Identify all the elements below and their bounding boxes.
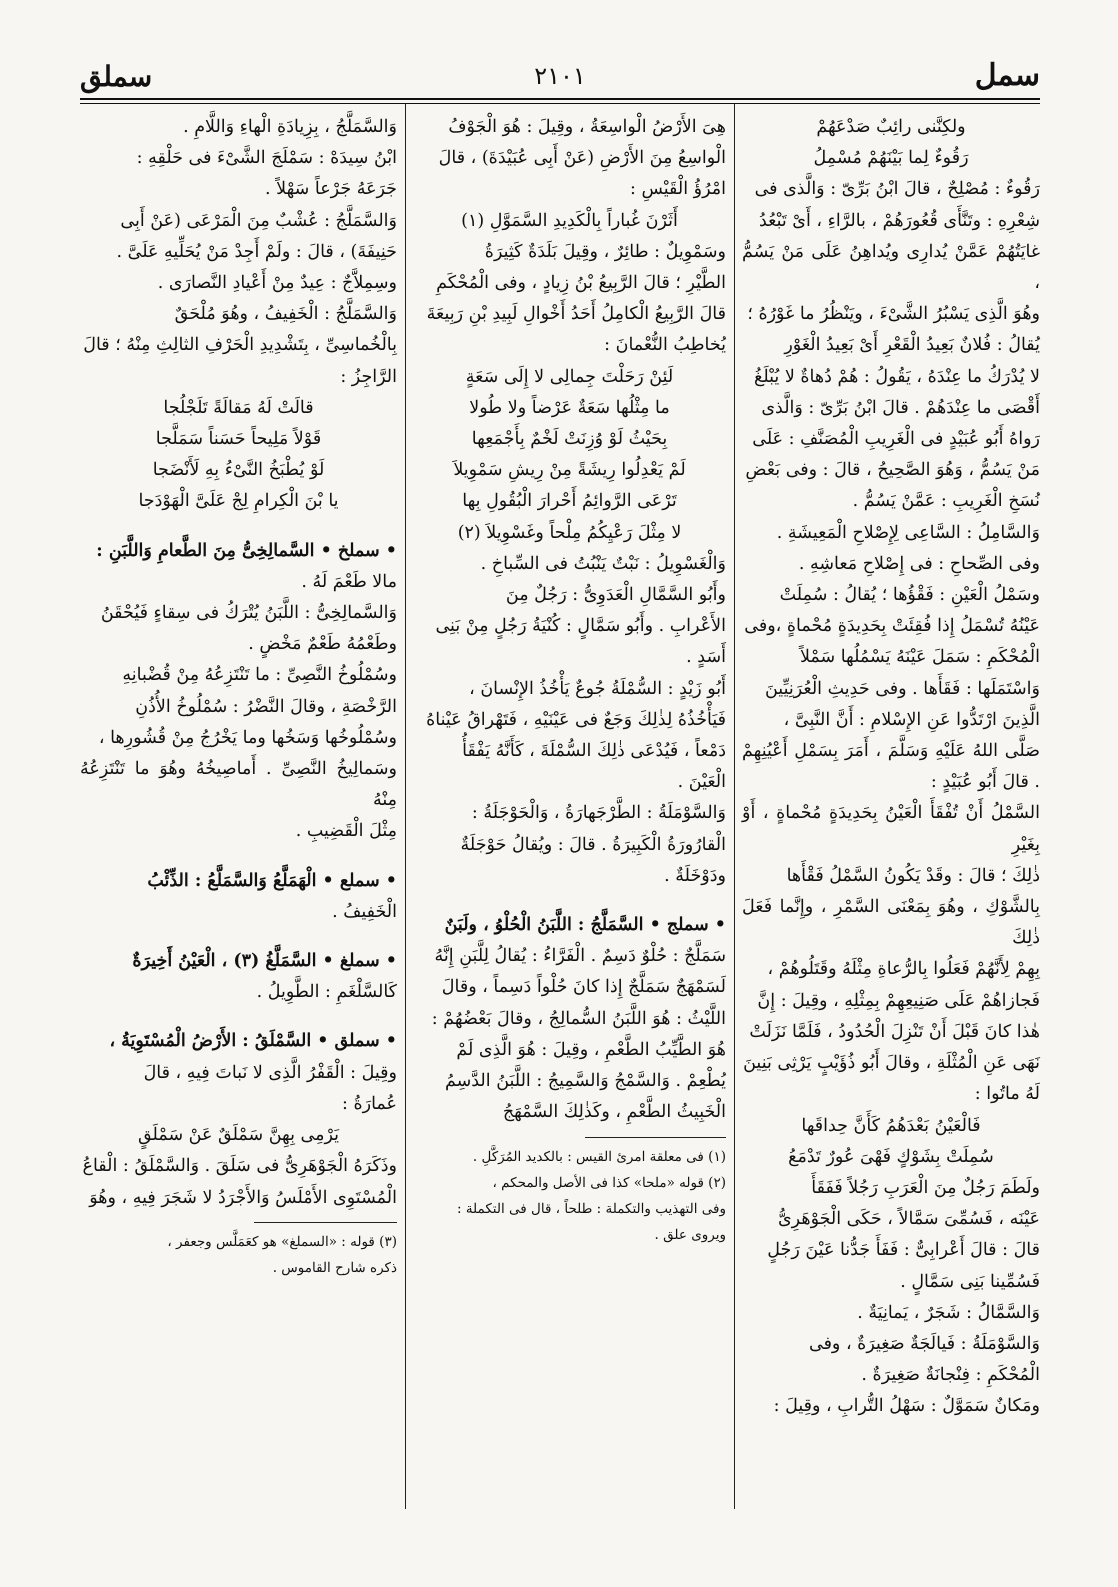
text-line: بِحَيْثُ لَوْ وُزِنَتْ لَخْمٌ بِأَجْمَعِها (471, 429, 668, 450)
text-line: رَواهُ أَبُو عُبَيْدٍ فى الْغَرِيبِ الْمُصَنَّفِ : عَلَى (752, 429, 1040, 450)
text-line: تَرْعَى الرَّوائِمُ أَحْرارَ الْبُقُولِ بِها (462, 491, 677, 512)
text-line: وَالسَّمَلَّجُ : الْخَفِيفُ ، وهُوَ مُلْحَقٌ (174, 304, 397, 325)
text-line: وسَمالِيخُ النَّصِىِّ . أَماصِيخُهُ وهُوَ ما تَنْتَزِعُهُ مِنْهُ (80, 759, 397, 811)
text-line: ودَوْخَلَةٌ . (664, 865, 726, 886)
text-line: عُمارَةُ : (342, 1093, 397, 1114)
text-line: مِثْلَ الْقَضِيبِ . (295, 821, 397, 842)
text-line: ابْنُ سِيدَهْ : سَمْلَجَ الشَّىْءَ فى حَلْقِهِ : (136, 148, 397, 169)
text-line: نَهَى عَنِ الْمُثْلَةِ ، وقالَ أَبُو ذُؤَيْبٍ يَرْثِى بَنِينَ (743, 1053, 1040, 1074)
text-line: بِهِمْ لِأَنَّهُمْ فَعَلُوا بِالرُّعاةِ مِثْلَهُ وقَتَلُوهُمْ ، (767, 959, 1040, 980)
text-line: • سملق • السَّمْلَقُ : الأَرْضُ الْمُسْتَوِيَةُ ، (109, 1031, 397, 1052)
text-line: لا مِثْلَ رَعْيِكُمُ مِلْحاً وغَسْوِيلاَ (٢) (457, 522, 682, 543)
header-root-word-right: سمل (974, 58, 1040, 93)
column-middle (413, 112, 726, 1248)
text-line: قالَ : قالَ أَعْرابِىٌّ : فَفَأَ جَدُّنا عَيْنَ رَجُلٍ (767, 1240, 1040, 1261)
text-line (80, 928, 397, 946)
text-line: قالَ الرَّبِيعُ الْكامِلُ أَحَدُ أَخْوالِ لَبِيدِ بْنِ رَبِيعَةَ (426, 304, 726, 325)
text-line: كَالسَّلْغَمِ : الطَّوِيلُ . (256, 982, 397, 1003)
column-right (742, 112, 1040, 1423)
footnote-line: ويروى علق . (654, 1226, 726, 1243)
text-line: قَوْلاً مَلِيحاً حَسَناً سَمَلَّجا (155, 429, 322, 450)
text-line: فَسُمِّينا بَنِى سَمَّالٍ . (900, 1271, 1040, 1292)
text-line: ومَكانٌ سَمَوَّلٌ : سَهْلُ التُّرابِ ، وقِيلَ : (773, 1396, 1040, 1417)
text-line: نُسَخِ الْغَرِيبِ : عَمَّنْ يَسُمُّ . (852, 491, 1040, 512)
text-line: صَلَّى اللهُ عَلَيْهِ وَسَلَّمَ ، أَمَرَ بِسَمْلِ أَعْيُنِهِمْ . قالَ أَبُو عُبَيْدٍ : (742, 741, 1040, 793)
footnote-rule (254, 1222, 397, 1223)
text-line: الَّذِينَ ارْتَدُّوا عَنِ الإِسْلامِ : أَنَّ النَّبِىَّ ، (783, 709, 1040, 730)
page-number: ٢١٠١ (534, 62, 586, 90)
text-line: حَنِيفَةَ) ، قالَ : ولَمْ أَجِدْ مَنْ يُحَلِّيهِ عَلَىَّ . (116, 241, 397, 262)
text-line: عَيْنُهُ تُسْمَلُ إِذا فُقِئَتْ بِحَدِيدَةٍ مُحْماةٍ ،وفى (744, 616, 1040, 637)
text-line: فَالْعَيْنُ بَعْدَهُمُ كَأَنَّ حِداقَها (801, 1115, 981, 1136)
text-line: وَالسَّمَلَّجُ ، بِزِيادَةِ الْهاءِ وَاللَّامِ . (183, 117, 397, 137)
text-line: وَالسَّوْمَلَةُ : فَيالَجَةٌ صَغِيرَةٌ ، وفى (808, 1333, 1040, 1354)
text-line: امْرُؤُ الْقَيْسِ : (629, 179, 726, 200)
text-line: الْمُحْكَمِ : سَمَلَ عَيْنَهُ يَسْمُلُها سَمْلاً (799, 647, 1040, 668)
text-line: وسُمْلُوخُ النَّصِىِّ : ما تَنْتَزِعُهُ مِنْ قُضْبانِهِ (122, 665, 397, 686)
text-line: الطَّيْرِ ؛ قالَ الرَّبِيعُ بْنُ زِيادٍ ، وفى الْمُحْكَمِ (436, 273, 726, 294)
text-line: • سملع • الْهَمَلَّعُ وَالسَّمَلَّعُ : الذِّئْبُ (147, 870, 397, 891)
text-line: جَرَعَهُ جَرْعاً سَهْلاً . (265, 179, 397, 200)
text-line: السَّمْلُ أَنْ تُفْقَأَ الْعَيْنُ بِحَدِيدَةٍ مُحْماةٍ ، أَوْ بِغَيْرِ (742, 803, 1040, 855)
text-line: ولكِنَّنى رائِبٌ صَدْعَهُمْ (816, 117, 966, 137)
text-line: الْمُسْتَوِى الأَمْلَسُ وَالأَجْرَدُ لا شَجَرَ فِيهِ ، وهُوَ (89, 1187, 397, 1208)
text-line: وطَعْمُهُ طَعْمٌ مَخْضٍ . (248, 634, 397, 655)
text-line: أَبُو زَيْدٍ : السُّمْلَةُ جُوعٌ يَأْخُذُ الإِنْسانَ ، (469, 678, 726, 699)
page-header (80, 58, 1040, 98)
footnote-line: (١) فى معلقة امرئ القيس : بالكديد المُرَكَّلِ . (472, 1148, 726, 1165)
text-line: الْمُحْكَمِ : فِنْجانَةٌ صَغِيرَةٌ . (861, 1365, 1040, 1386)
text-line: يُقالُ : فُلانٌ بَعِيدُ الْقَعْرِ أَىْ بَعِيدُ الْغَوْرِ (784, 335, 1040, 356)
text-line: الْخَبِيثُ الطَّعْمِ ، وكَذٰلِكَ السَّمْهَجُ (502, 1102, 726, 1123)
text-line: يُخاطِبُ النُّعْمانَ : (604, 335, 726, 356)
text-line: ذٰلِكَ ؛ قالَ : وقَدْ يَكُونُ السَّمْلُ فَقْأَها (786, 865, 1040, 886)
text-line: غايَتُهُمْ عَمَّنْ يُدارِى ويُداهِنُ عَلَى مَنْ يَسُمُّ ، (742, 241, 1040, 294)
text-line: مَنْ يَسُمُّ ، وَهُوَ الصَّحِيحُ ، قالَ : وفى بَعْضِ (745, 460, 1040, 481)
text-line: يُطْعِمْ . وَالسَّمْجُ وَالسَّمِيجُ : اللَّبَنُ الدَّسِمُ (444, 1071, 726, 1092)
footnote-line: (٢) قوله «ملحا» كذا فى الأصل والمحكم ، (492, 1174, 726, 1191)
footnote-line: ذكره شارح القاموس . (272, 1259, 397, 1276)
header-rule-thin (80, 103, 1040, 104)
text-line: ما مِثْلُها سَعَةٌ عَرْضاً ولا طُولا (469, 397, 670, 418)
text-line: سَمَلَّجٌ : حُلْوٌ دَسِمٌ . الْفَرَّاءُ : يُقالُ لِلَّبَنِ إِنَّهُ (434, 946, 726, 967)
text-line: شِعْرِهِ : وتَنَّأَى قُعُورَهُمْ ، بالرَّاءِ ، أَىْ تَبْعُدُ (758, 210, 1040, 231)
text-line: الْعَيْنَ . (677, 772, 726, 793)
text-line: الْقارُورَةُ الْكَبِيرَةُ . قالَ : ويُقالُ حَوْجَلَةٌ (460, 834, 726, 855)
text-line: رَقُوءٌ لِما بَيْنَهُمْ مُسْمِلُ (813, 148, 969, 169)
text-line: دَمْعاً ، فَيُدْعَى ذٰلِكَ السُّمْلَةَ ، كَأَنَّهُ يَفْقَأُ (462, 741, 726, 762)
text-line: هُوَ الطَّيِّبُ الطَّعْمِ ، وقِيلَ : هُوَ الَّذِى لَمْ (456, 1039, 726, 1060)
text-line: لَئِنْ رَحَلْتَ جِمالِى لا إِلَى سَعَةٍ (465, 366, 674, 387)
column-left (80, 112, 397, 1281)
header-root-word-left: سملق (80, 60, 153, 93)
text-line (413, 892, 726, 910)
text-line: لَوْ يُطْبَخُ النَّىْءُ بِهِ لَأَنْضَجا (152, 460, 325, 481)
text-line: وَالسَّمالِخِىُّ : اللَّبَنُ يُتْرَكُ فى سِقاءٍ فَيُحْقَنُ (100, 603, 397, 624)
text-line: هِىَ الأَرْضُ الْواسِعَةُ ، وقِيلَ : هُوَ الْجَوْفُ (448, 117, 726, 137)
text-line: وأَبُو السَّمَّالِ الْعَدَوِىُّ : رَجُلٌ مِنَ (505, 585, 726, 606)
text-line: هٰذا كانَ قَبْلَ أَنْ تَنْزِلَ الْحُدُودُ ، فَلَمَّا نَزَلَتْ (749, 1021, 1040, 1042)
text-line: ولَطَمَ رَجُلٌ مِنَ الْعَرَبِ رَجُلاً فَفَقَأَ (811, 1177, 1040, 1198)
text-line: قالَتْ لَهُ مَقالَةً تَلَجْلُجا (163, 397, 314, 418)
text-line: وسَمْوِيلٌ : طائِرٌ ، وقِيلَ بَلَدَةٌ كَثِيرَةُ (484, 241, 726, 262)
text-line: لَهُ ماتُوا : (974, 1084, 1040, 1105)
text-line: • سملج • السَّمَلَّجُ : اللَّبَنُ الْحُلْوُ ، ولَبَنٌ (444, 915, 726, 936)
text-line: وَالسَّامِلُ : السَّاعِى لِإِصْلاحِ الْمَعِيشَةِ . (776, 522, 1040, 543)
text-line: وَالسَّوْمَلَةُ : الطَّرْجَهارَةُ ، وَالْحَوْجَلَةُ : (471, 803, 726, 824)
text-line: سُمِلَتْ بِشَوْكٍ فَهْىَ عُورٌ تَدْمَعُ (788, 1146, 994, 1167)
text-line: لَمْ يَعْدِلُوا رِيشَةً مِنْ رِيشِ سَمْوِيلاَ (453, 460, 686, 481)
text-line: فَيَأْخُذُهُ لِذٰلِكَ وَجَعٌ فى عَيْنَيْهِ ، فَتَهْراقُ عَيْناهُ (426, 709, 726, 730)
text-line (80, 848, 397, 866)
footnote-line: (٣) قوله : «السملغ» هو كعَمَلَّس وجعفر ، (167, 1233, 397, 1250)
text-line: وسُمْلُوخُها وَسَخُها وما يَخْرُجُ مِنْ قُشُورِها ، (98, 727, 397, 748)
text-line: • سملغ • السَّمَلَّغُ (٣) ، الْعَيْنُ أَخِيرَةٌ (132, 951, 397, 972)
text-line: وسِمِلاَّجٌ : عِيدٌ مِنْ أَعْيادِ النَّصارَى . (157, 273, 397, 294)
text-line: وسَمْلُ الْعَيْنِ : فَقْؤُها ؛ يُقالُ : سُمِلَتْ (779, 585, 1040, 606)
text-line: وقِيلَ : الْقَفْرُ الَّذِى لا نَباتَ فِيهِ ، قالَ (143, 1062, 397, 1083)
text-line: الْواسِعُ مِنَ الأَرْضِ (عَنْ أَبِى عُبَيْدَةَ) ، قالَ (438, 148, 726, 169)
column-divider-right (734, 104, 735, 1509)
text-line: أَقْصَى ما عِنْدَهُمْ . قالَ ابْنُ بَرِّىّ : وَالَّذى (761, 397, 1040, 418)
text-line: فَجازاهُمْ عَلَى صَنِيعِهِمْ بِمِثْلِهِ ، وقِيلَ : إِنَّ (757, 990, 1040, 1011)
column-divider-left (405, 104, 406, 1509)
text-line: الرَّخْصَةِ ، وقالَ النَّضْرُ : سُمْلُوخُ الأُذُنِ (135, 696, 397, 717)
text-line: لَسَمْهَجٌ سَمَلَّجٌ إِذا كانَ حُلْواً دَسِماً ، وقالَ (441, 977, 726, 998)
text-line: أَثَرْنَ غُباراً بِالْكَدِيدِ السَّمَوَّلِ (١) (461, 210, 678, 231)
text-line (80, 518, 397, 536)
text-line: رَقُوءٌ : مُصْلِحٌ ، قالَ ابْنُ بَرِّىّ : وَالَّذى فى (754, 179, 1040, 200)
text-line: وَالسَّمَلَّجُ : عُشْبٌ مِنَ الْمَرْعَى (عَنْ أَبِى (120, 210, 397, 231)
text-line: وَالْغَسْوِيلُ : نَبْتٌ يَنْبُتُ فى السِّباخِ . (480, 553, 726, 574)
text-line: الْخَفِيفُ . (332, 901, 397, 922)
text-line: وَاسْتَمَلَها : فَقَأَها . وفى حَدِيثِ الْعُرَنِيِّينَ (764, 678, 1040, 699)
footnote-rule (585, 1137, 726, 1138)
text-line: • سملخ • السَّمالِخِىُّ مِنَ الطَّعامِ وَاللَّبَنِ : (96, 540, 397, 561)
text-line: يَرْمِى بِهِنَّ سَمْلَقٌ عَنْ سَمْلَقٍ (137, 1125, 340, 1146)
text-line: الرَّاجِزُ : (340, 366, 397, 387)
text-line: وَالسَّمَّالُ : شَجَرٌ ، يَمانِيَةٌ . (857, 1302, 1040, 1323)
text-line: وهُوَ الَّذِى يَسْبُرُ الشَّىْءَ ، ويَنْظُرُ ما غَوْرُهُ ؛ (747, 304, 1040, 325)
text-line: مالا طَعْمَ لَهُ . (301, 571, 397, 592)
text-line: بِالشَّوْكِ ، وهُوَ بِمَعْنَى السَّمْرِ ، وإِنَّما فَعَلَ ذٰلِكَ (742, 897, 1040, 949)
text-line: اللَّيْثُ : هُوَ اللَّبَنُ السُّمالِجُ ، وقالَ بَعْضُهُمْ : (431, 1008, 726, 1029)
text-line: الأَعْرابِ . وأَبُو سَمَّالٍ : كُنْيَةُ رَجُلٍ مِنْ بَنِى (435, 616, 726, 637)
text-line: وفى الصِّحاحِ : فى إِصْلاحِ مَعاشِهِ . (798, 553, 1040, 574)
text-line: يا بْنَ الْكِرامِ لِجْ عَلَىَّ الْهَوْدَجا (138, 491, 339, 512)
text-line: لا يُدْرَكُ ما عِنْدَهُ ، يَقُولُ : هُمْ دُهاةٌ لا يُبْلَغُ (754, 366, 1040, 387)
header-rule (80, 98, 1040, 100)
text-line (80, 1008, 397, 1026)
text-line: أَسَدٍ . (686, 647, 726, 668)
text-line: بِالْخُماسِىِّ ، بِتَشْدِيدِ الْحَرْفِ الثالِثِ مِنْهُ ؛ قالَ (83, 335, 397, 356)
text-line: عَيْنَه ، فَسُمِّىَ سَمَّالاً ، حَكَى الْجَوْهَرِىُّ (777, 1209, 1040, 1230)
text-line: وذَكَرَهُ الْجَوْهَرِىُّ فى سَلَقَ . وَالسَّمْلَقُ : الْقاعُ (82, 1156, 397, 1177)
footnote-line: وفى التهذيب والتكملة : طلحاً ، قال فى التكملة : (456, 1200, 726, 1217)
